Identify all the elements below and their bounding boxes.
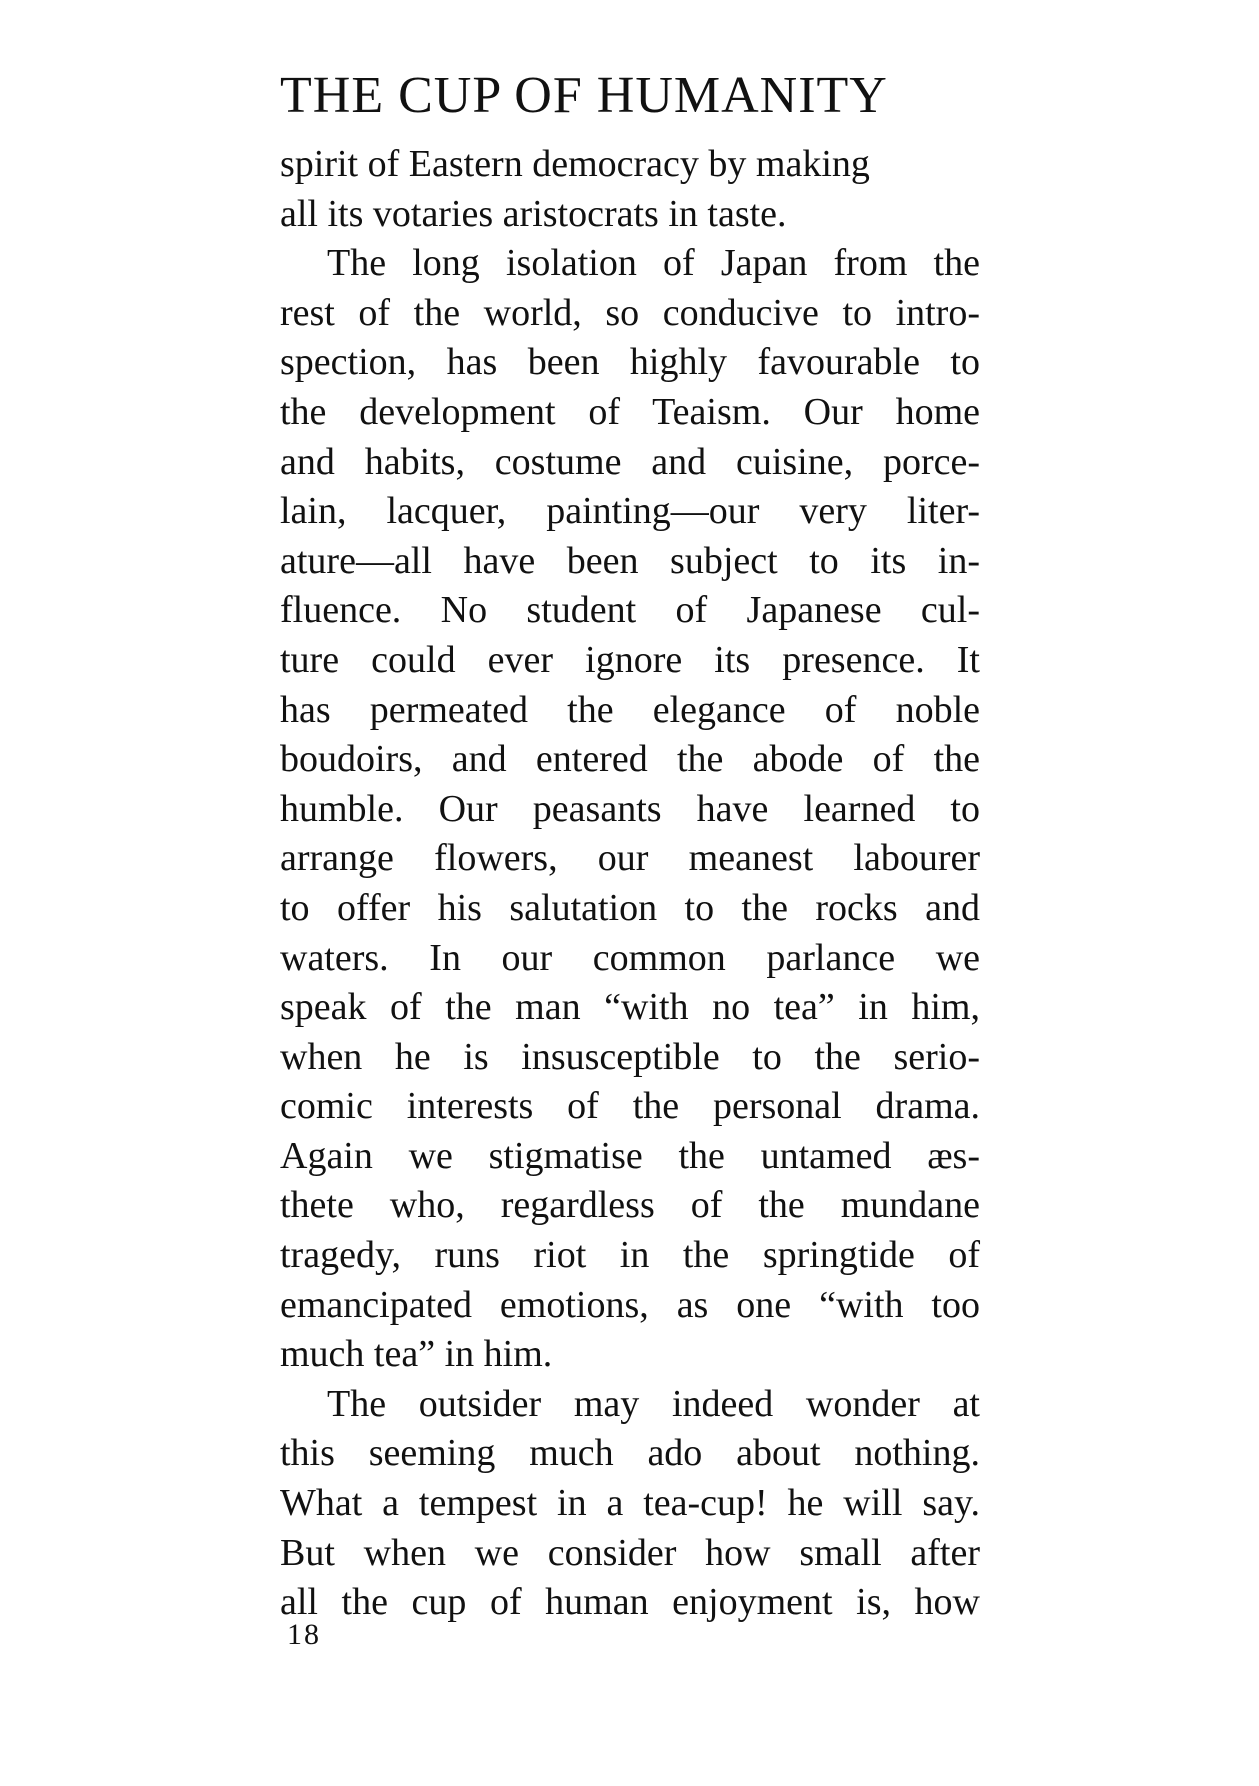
text-line: tragedy, runs riot in the springtide of <box>280 1234 980 1277</box>
text-line: boudoirs, and entered the abode of the <box>280 738 980 781</box>
text-line: ature—all have been subject to its in- <box>280 539 980 582</box>
text-line: the development of Teaism. Our home <box>280 390 980 433</box>
text-line: ture could ever ignore its presence. It <box>280 638 980 681</box>
text-line: all its votaries aristocrats in taste. <box>280 192 787 235</box>
text-line: But when we consider how small after <box>280 1531 980 1574</box>
text-line: all the cup of human enjoyment is, how <box>280 1581 980 1624</box>
text-line: arrange flowers, our meanest labourer <box>280 837 980 880</box>
text-line: spection, has been highly favourable to <box>280 341 980 384</box>
text-line: much tea” in him. <box>280 1333 553 1376</box>
text-line: this seeming much ado about nothing. <box>280 1432 980 1475</box>
text-line: and habits, costume and cuisine, porce- <box>280 440 980 483</box>
body-text <box>280 140 980 1628</box>
text-line: spirit of Eastern democracy by making <box>280 143 870 185</box>
text-line: speak of the man “with no tea” in him, <box>280 986 980 1029</box>
text-line: The outsider may indeed wonder at <box>327 1382 980 1425</box>
text-line: to offer his salutation to the rocks and <box>280 886 980 929</box>
text-line: emancipated emotions, as one “with too <box>280 1283 980 1326</box>
text-line: The long isolation of Japan from the <box>327 242 980 285</box>
text-line: has permeated the elegance of noble <box>280 688 980 731</box>
text-line: fluence. No student of Japanese cul- <box>280 589 980 632</box>
text-line: lain, lacquer, painting—our very liter- <box>280 490 980 533</box>
text-line: waters. In our common parlance we <box>280 936 980 979</box>
text-line: comic interests of the personal drama. <box>280 1085 980 1128</box>
text-line: humble. Our peasants have learned to <box>280 787 980 830</box>
text-line: rest of the world, so conducive to intro- <box>280 291 980 334</box>
text-line: Again we stigmatise the untamed æs- <box>280 1134 980 1177</box>
running-head: THE CUP OF HUMANITY <box>280 67 888 124</box>
text-line: What a tempest in a tea-cup! he will say. <box>280 1482 980 1525</box>
text-line: when he is insusceptible to the serio- <box>280 1035 980 1078</box>
text-line: thete who, regardless of the mundane <box>280 1184 980 1227</box>
page-number: 18 <box>287 1618 321 1651</box>
